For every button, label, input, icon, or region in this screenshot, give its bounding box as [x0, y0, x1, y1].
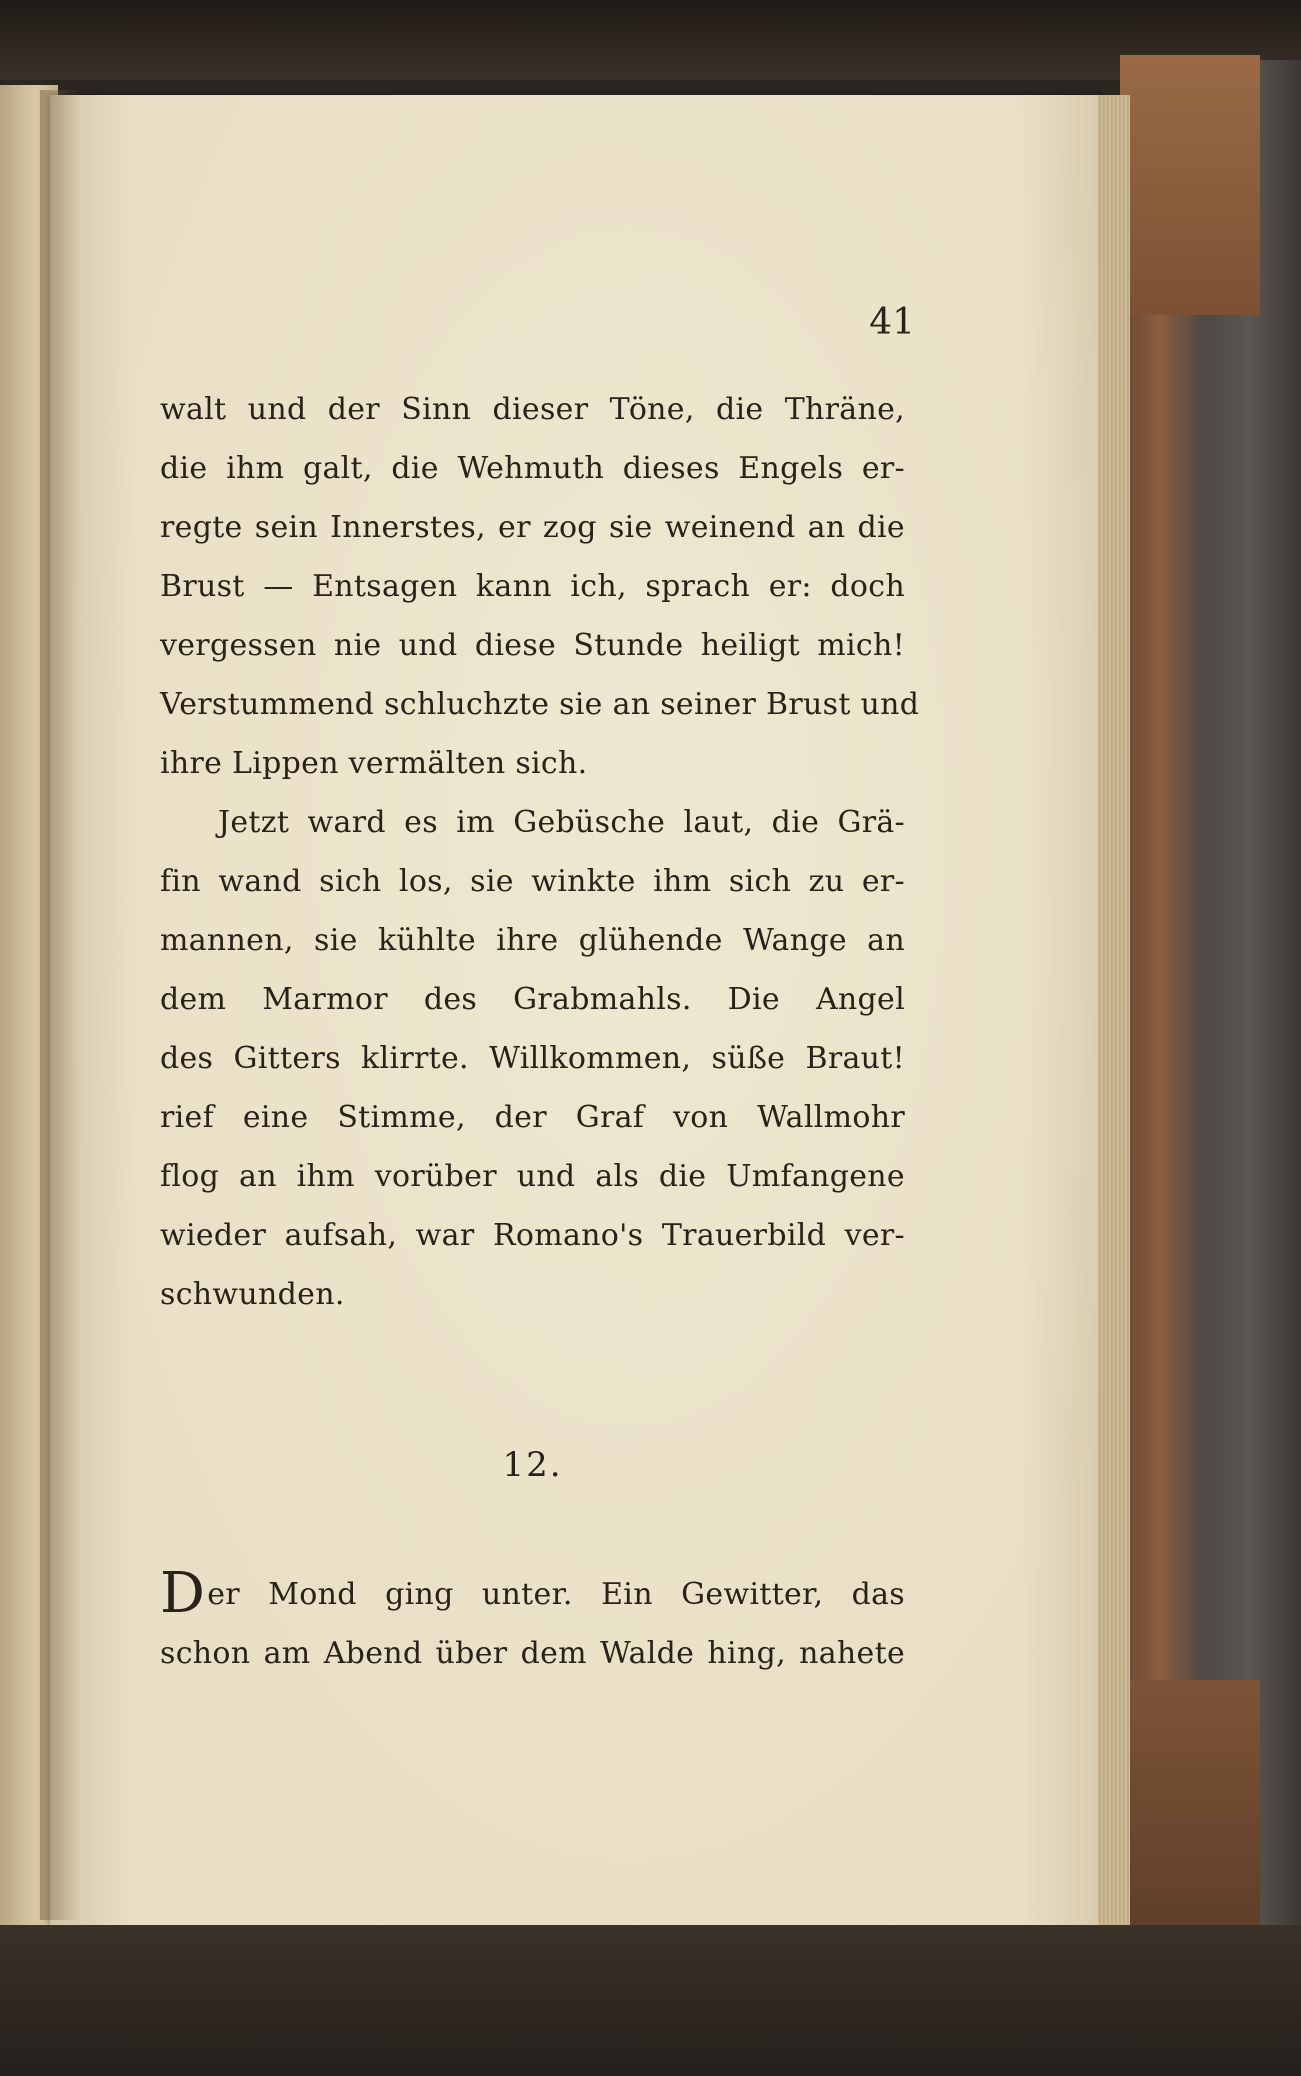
text-line: ihre Lippen vermälten sich. — [160, 746, 588, 781]
text-line: Jetzt ward es im Gebüsche laut, die Grä- — [218, 805, 905, 840]
text-line: schon am Abend über dem Walde hing, nahete — [160, 1636, 905, 1671]
text-line: die ihm galt, die Wehmuth dieses Engels er- — [160, 451, 905, 486]
text-line-dropcap — [160, 1561, 905, 1626]
page-fore-edge — [1098, 95, 1130, 1925]
text-line: walt und der Sinn dieser Töne, die Thräne, — [160, 392, 905, 427]
text-line: des Gitters klirrte. Willkommen, süße Braut! — [160, 1041, 905, 1076]
text-line: dem Marmor des Grabmahls. Die Angel — [160, 982, 905, 1017]
text-line: Verstummend schluchzte sie an seiner Brust und — [160, 687, 920, 722]
book-cover-bottom — [0, 1925, 1301, 2076]
text-line: fin wand sich los, sie winkte ihm sich zu er- — [160, 864, 905, 899]
book-cover-top — [0, 0, 1301, 80]
text-line: Brust — Entsagen kann ich, sprach er: doch — [160, 569, 905, 604]
board-corner-bottom — [1120, 1680, 1260, 1940]
board-corner-top — [1120, 55, 1260, 315]
text-line: wieder aufsah, war Romano's Trauerbild ver- — [160, 1218, 905, 1253]
chapter-heading: 12. — [502, 1445, 563, 1485]
text-line: rief eine Stimme, der Graf von Wallmohr — [160, 1100, 905, 1135]
page-number: 41 — [869, 302, 915, 343]
book-board — [1125, 60, 1301, 1960]
text-line: schwunden. — [160, 1277, 345, 1312]
page-gutter — [40, 90, 80, 1920]
body-text-chapter — [160, 1561, 905, 1683]
text-line-rest: er Mond ging unter. Ein Gewitter, das — [207, 1577, 905, 1612]
body-text — [160, 300, 920, 1324]
text-line: mannen, sie kühlte ihre glühende Wange an — [160, 923, 905, 958]
text-line: flog an ihm vorüber und als die Umfangene — [160, 1159, 905, 1194]
text-line: regte sein Innerstes, er zog sie weinend an die — [160, 510, 905, 545]
drop-cap: D — [160, 1561, 206, 1626]
text-line: vergessen nie und diese Stunde heiligt mich! — [160, 628, 905, 663]
